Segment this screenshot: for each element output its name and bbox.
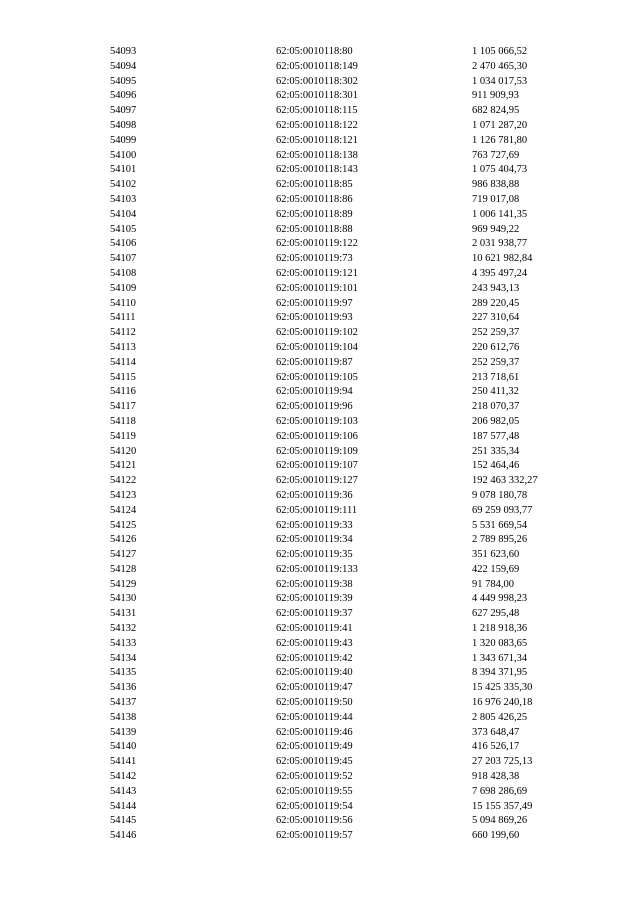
cadastral-number: 62:05:0010119:102 <box>276 327 358 339</box>
cadastral-number: 62:05:0010119:49 <box>276 741 353 753</box>
cadastral-number: 62:05:0010118:301 <box>276 90 358 102</box>
cadastral-value: 8 394 371,95 <box>472 667 528 679</box>
row-number: 54126 <box>110 534 137 546</box>
cadastral-number: 62:05:0010119:96 <box>276 401 353 413</box>
cadastral-value: 1 126 781,80 <box>472 134 528 146</box>
cadastral-value: 1 343 671,34 <box>472 652 528 664</box>
row-number: 54120 <box>110 445 137 457</box>
cadastral-value: 2 805 426,25 <box>472 711 528 723</box>
cadastral-number: 62:05:0010119:33 <box>276 519 353 531</box>
table-row <box>0 800 640 815</box>
cadastral-number: 62:05:0010119:38 <box>276 578 353 590</box>
table-row <box>0 445 640 460</box>
table-row <box>0 341 640 356</box>
cadastral-value: 1 105 066,52 <box>472 46 528 57</box>
cadastral-number: 62:05:0010119:105 <box>276 371 358 383</box>
cadastral-number: 62:05:0010119:109 <box>276 445 358 457</box>
row-number: 54133 <box>110 637 137 649</box>
cadastral-number: 62:05:0010119:43 <box>276 637 353 649</box>
cadastral-number: 62:05:0010119:35 <box>276 549 353 561</box>
table-row <box>0 134 640 149</box>
row-number: 54114 <box>110 356 136 368</box>
table-row <box>0 430 640 445</box>
row-number: 54125 <box>110 519 137 531</box>
row-number: 54098 <box>110 119 137 131</box>
cadastral-value: 660 199,60 <box>472 830 520 842</box>
table-row <box>0 578 640 593</box>
cadastral-value: 9 078 180,78 <box>472 489 528 501</box>
cadastral-value: 243 943,13 <box>472 282 520 294</box>
cadastral-value: 416 526,17 <box>472 741 520 753</box>
row-number: 54113 <box>110 341 136 353</box>
row-number: 54109 <box>110 282 137 294</box>
cadastral-number: 62:05:0010118:143 <box>276 164 358 176</box>
cadastral-value: 252 259,37 <box>472 356 520 368</box>
cadastral-value: 4 395 497,24 <box>472 267 528 279</box>
row-number: 54121 <box>110 460 137 472</box>
cadastral-value: 218 070,37 <box>472 401 520 413</box>
row-number: 54107 <box>110 253 137 265</box>
cadastral-number: 62:05:0010118:85 <box>276 179 353 191</box>
cadastral-value: 1 218 918,36 <box>472 623 528 635</box>
cadastral-number: 62:05:0010118:88 <box>276 223 353 235</box>
table-row <box>0 385 640 400</box>
cadastral-number: 62:05:0010119:133 <box>276 563 358 575</box>
row-number: 54146 <box>110 830 137 842</box>
cadastral-number: 62:05:0010119:46 <box>276 726 353 738</box>
cadastral-value: 5 531 669,54 <box>472 519 528 531</box>
table-row <box>0 400 640 415</box>
cadastral-number: 62:05:0010119:44 <box>276 711 353 723</box>
cadastral-value: 682 824,95 <box>472 105 520 117</box>
cadastral-number: 62:05:0010119:39 <box>276 593 353 605</box>
table-row <box>0 163 640 178</box>
cadastral-value: 16 976 240,18 <box>472 697 533 709</box>
table-row <box>0 696 640 711</box>
row-number: 54142 <box>110 771 137 783</box>
cadastral-value: 5 094 869,26 <box>472 815 528 827</box>
row-number: 54124 <box>110 504 137 516</box>
row-number: 54116 <box>110 386 136 398</box>
row-number: 54115 <box>110 371 136 383</box>
table-row <box>0 237 640 252</box>
table-row <box>0 282 640 297</box>
row-number: 54101 <box>110 164 137 176</box>
row-number: 54130 <box>110 593 137 605</box>
cadastral-number: 62:05:0010119:121 <box>276 267 358 279</box>
cadastral-number: 62:05:0010119:94 <box>276 386 353 398</box>
table-row <box>0 563 640 578</box>
cadastral-number: 62:05:0010118:122 <box>276 119 358 131</box>
cadastral-number: 62:05:0010118:302 <box>276 75 358 87</box>
table-row <box>0 681 640 696</box>
table-row <box>0 652 640 667</box>
table-row <box>0 119 640 134</box>
row-number: 54123 <box>110 489 137 501</box>
row-number: 54095 <box>110 75 137 87</box>
table-row <box>0 548 640 563</box>
cadastral-value: 1 034 017,53 <box>472 75 528 87</box>
row-number: 54106 <box>110 238 137 250</box>
row-number: 54144 <box>110 800 137 812</box>
cadastral-number: 62:05:0010118:138 <box>276 149 358 161</box>
cadastral-value: 986 838,88 <box>472 179 520 191</box>
cadastral-number: 62:05:0010119:97 <box>276 297 353 309</box>
table-row <box>0 75 640 90</box>
table-row <box>0 60 640 75</box>
cadastral-number: 62:05:0010119:40 <box>276 667 353 679</box>
cadastral-number: 62:05:0010119:101 <box>276 282 358 294</box>
cadastral-value: 351 623,60 <box>472 549 520 561</box>
row-number: 54094 <box>110 60 137 72</box>
cadastral-value: 187 577,48 <box>472 430 520 442</box>
row-number: 54139 <box>110 726 137 738</box>
cadastral-value: 1 320 083,65 <box>472 637 528 649</box>
cadastral-value: 911 909,93 <box>472 90 519 102</box>
cadastral-value: 2 031 938,77 <box>472 238 528 250</box>
cadastral-value: 27 203 725,13 <box>472 756 533 768</box>
table-row <box>0 356 640 371</box>
table-row <box>0 326 640 341</box>
table-row <box>0 770 640 785</box>
cadastral-number: 62:05:0010119:37 <box>276 608 353 620</box>
cadastral-value: 1 071 287,20 <box>472 119 528 131</box>
row-number: 54141 <box>110 756 137 768</box>
row-number: 54136 <box>110 682 137 694</box>
table-row <box>0 740 640 755</box>
table-row <box>0 519 640 534</box>
table-row <box>0 785 640 800</box>
row-number: 54104 <box>110 208 137 220</box>
cadastral-value: 252 259,37 <box>472 327 520 339</box>
row-number: 54102 <box>110 179 137 191</box>
cadastral-value: 69 259 093,77 <box>472 504 533 516</box>
row-number: 54096 <box>110 90 137 102</box>
cadastral-value: 422 159,69 <box>472 563 520 575</box>
table-row <box>0 474 640 489</box>
table-row <box>0 371 640 386</box>
table-row <box>0 755 640 770</box>
cadastral-number: 62:05:0010119:55 <box>276 785 353 797</box>
table-row <box>0 829 640 844</box>
cadastral-number: 62:05:0010119:56 <box>276 815 353 827</box>
row-number: 54127 <box>110 549 137 561</box>
row-number: 54103 <box>110 193 137 205</box>
table-row <box>0 89 640 104</box>
row-number: 54105 <box>110 223 137 235</box>
table-row <box>0 666 640 681</box>
cadastral-value: 15 155 357,49 <box>472 800 533 812</box>
cadastral-value: 7 698 286,69 <box>472 785 528 797</box>
row-number: 54112 <box>110 327 136 339</box>
cadastral-value: 4 449 998,23 <box>472 593 528 605</box>
row-number: 54140 <box>110 741 137 753</box>
cadastral-value: 2 470 465,30 <box>472 60 528 72</box>
row-number: 54145 <box>110 815 137 827</box>
table-row <box>0 533 640 548</box>
table-row <box>0 311 640 326</box>
cadastral-value: 918 428,38 <box>472 771 520 783</box>
cadastral-number: 62:05:0010119:107 <box>276 460 358 472</box>
cadastral-value: 213 718,61 <box>472 371 520 383</box>
cadastral-number: 62:05:0010119:122 <box>276 238 358 250</box>
row-number: 54097 <box>110 105 137 117</box>
cadastral-number: 62:05:0010119:93 <box>276 312 353 324</box>
cadastral-number: 62:05:0010119:104 <box>276 341 358 353</box>
row-number: 54117 <box>110 401 136 413</box>
cadastral-number: 62:05:0010118:115 <box>276 105 358 117</box>
row-number: 54143 <box>110 785 137 797</box>
cadastral-number: 62:05:0010119:52 <box>276 771 353 783</box>
cadastral-value: 1 075 404,73 <box>472 164 528 176</box>
table-row <box>0 489 640 504</box>
cadastral-number: 62:05:0010119:73 <box>276 253 353 265</box>
cadastral-value: 373 648,47 <box>472 726 520 738</box>
table-row <box>0 459 640 474</box>
cadastral-number: 62:05:0010119:103 <box>276 415 358 427</box>
cadastral-value: 152 464,46 <box>472 460 520 472</box>
row-number: 54122 <box>110 475 137 487</box>
table-row <box>0 208 640 223</box>
row-number: 54132 <box>110 623 137 635</box>
table-row <box>0 267 640 282</box>
table-row <box>0 622 640 637</box>
cadastral-value: 627 295,48 <box>472 608 520 620</box>
table-row <box>0 415 640 430</box>
row-number: 54100 <box>110 149 137 161</box>
cadastral-number: 62:05:0010119:47 <box>276 682 353 694</box>
table-row <box>0 297 640 312</box>
cadastral-number: 62:05:0010119:34 <box>276 534 353 546</box>
cadastral-value: 969 949,22 <box>472 223 520 235</box>
cadastral-number: 62:05:0010119:127 <box>276 475 358 487</box>
cadastral-value: 719 017,08 <box>472 193 520 205</box>
row-number: 54118 <box>110 415 136 427</box>
cadastral-number: 62:05:0010119:57 <box>276 830 353 842</box>
cadastral-value: 192 463 332,27 <box>472 475 538 487</box>
row-number: 54108 <box>110 267 137 279</box>
cadastral-number: 62:05:0010119:36 <box>276 489 353 501</box>
cadastral-value: 10 621 982,84 <box>472 253 533 265</box>
cadastral-value: 227 310,64 <box>472 312 520 324</box>
cadastral-table <box>0 45 640 844</box>
table-row <box>0 504 640 519</box>
cadastral-number: 62:05:0010119:54 <box>276 800 353 812</box>
row-number: 54135 <box>110 667 137 679</box>
cadastral-number: 62:05:0010118:149 <box>276 60 358 72</box>
cadastral-number: 62:05:0010119:87 <box>276 356 353 368</box>
row-number: 54093 <box>110 46 137 57</box>
table-row <box>0 711 640 726</box>
cadastral-value: 220 612,76 <box>472 341 520 353</box>
table-row <box>0 637 640 652</box>
table-row <box>0 45 640 60</box>
cadastral-value: 250 411,32 <box>472 386 519 398</box>
cadastral-number: 62:05:0010119:45 <box>276 756 353 768</box>
cadastral-value: 15 425 335,30 <box>472 682 533 694</box>
row-number: 54099 <box>110 134 137 146</box>
table-row <box>0 178 640 193</box>
table-row <box>0 193 640 208</box>
table-row <box>0 814 640 829</box>
row-number: 54131 <box>110 608 137 620</box>
row-number: 54134 <box>110 652 137 664</box>
row-number: 54129 <box>110 578 137 590</box>
cadastral-number: 62:05:0010119:111 <box>276 504 358 516</box>
cadastral-value: 1 006 141,35 <box>472 208 528 220</box>
cadastral-number: 62:05:0010118:121 <box>276 134 358 146</box>
cadastral-value: 91 784,00 <box>472 578 514 590</box>
cadastral-number: 62:05:0010119:42 <box>276 652 353 664</box>
row-number: 54128 <box>110 563 137 575</box>
row-number: 54137 <box>110 697 137 709</box>
cadastral-value: 2 789 895,26 <box>472 534 528 546</box>
cadastral-number: 62:05:0010118:80 <box>276 46 353 57</box>
row-number: 54119 <box>110 430 136 442</box>
cadastral-value: 289 220,45 <box>472 297 520 309</box>
table-row <box>0 607 640 622</box>
table-row <box>0 726 640 741</box>
cadastral-number: 62:05:0010119:41 <box>276 623 353 635</box>
cadastral-number: 62:05:0010119:106 <box>276 430 358 442</box>
table-row <box>0 252 640 267</box>
table-row <box>0 592 640 607</box>
row-number: 54110 <box>110 297 136 309</box>
cadastral-value: 206 982,05 <box>472 415 520 427</box>
table-row <box>0 223 640 238</box>
row-number: 54138 <box>110 711 137 723</box>
cadastral-number: 62:05:0010118:89 <box>276 208 353 220</box>
cadastral-number: 62:05:0010118:86 <box>276 193 353 205</box>
table-row <box>0 104 640 119</box>
table-row <box>0 149 640 164</box>
cadastral-value: 251 335,34 <box>472 445 520 457</box>
row-number: 54111 <box>110 312 136 324</box>
cadastral-number: 62:05:0010119:50 <box>276 697 353 709</box>
cadastral-value: 763 727,69 <box>472 149 520 161</box>
